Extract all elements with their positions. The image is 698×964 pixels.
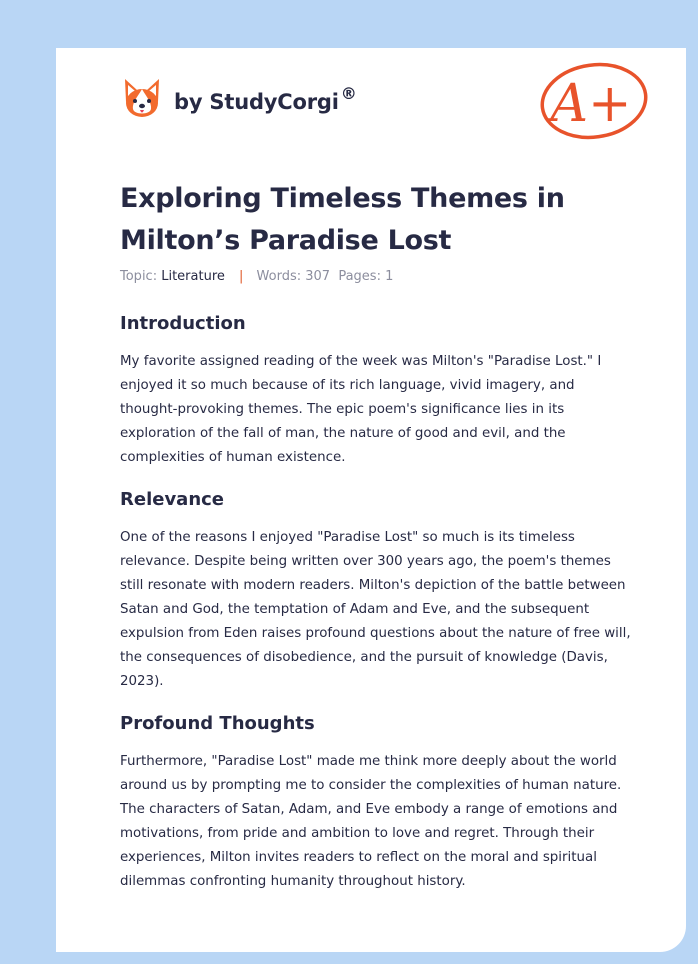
section-paragraph: One of the reasons I enjoyed "Paradise Lost" so much is its timeless relevance. Despite being written over 300 years ago, the poem's themes still resonate with modern readers. Milton's depiction of the battle between Satan and God, the temptation of Adam and Eve, and the subsequent expulsion from Eden raises profound questions about the nature of free will, the consequences of disobedience, and the pursuit of knowledge (Davis, 2023). bbox=[120, 530, 631, 689]
essay-meta bbox=[120, 269, 393, 284]
section-profound-thoughts bbox=[120, 710, 632, 894]
section-paragraph: Furthermore, "Paradise Lost" made me think more deeply about the world around us by prompting me to consider the complexities of human nature. The characters of Satan, Adam, and Eve embody a range of emotions and motivations, from pride and ambition to love and regret. Through their experiences, Milton invites readers to reflect on the moral and spiritual dilemmas confronting humanity throughout history. bbox=[120, 754, 622, 889]
topic-link[interactable]: Literature bbox=[161, 269, 225, 284]
a-plus-icon bbox=[538, 60, 650, 142]
meta-separator: | bbox=[239, 269, 244, 284]
studycorgi-logo[interactable] bbox=[122, 76, 357, 120]
word-count: Words: 307 bbox=[256, 269, 331, 284]
a-plus-badge bbox=[538, 60, 650, 146]
section-relevance bbox=[120, 486, 632, 694]
section-heading: Relevance bbox=[120, 489, 225, 510]
svg-text:A+: A+ bbox=[550, 74, 632, 134]
page-title: Exploring Timeless Themes in Milton’s Paradise Lost bbox=[120, 183, 565, 256]
section-heading: Profound Thoughts bbox=[120, 713, 315, 734]
page-count: Pages: 1 bbox=[338, 269, 394, 284]
essay-body bbox=[120, 310, 632, 894]
section-introduction bbox=[120, 310, 632, 470]
section-heading: Introduction bbox=[120, 313, 246, 334]
corgi-icon bbox=[122, 76, 162, 120]
document-page bbox=[56, 48, 686, 952]
brand-name: by StudyCorgi ® bbox=[174, 84, 357, 114]
section-paragraph: My favorite assigned reading of the week was Milton's "Paradise Lost." I enjoyed it so much because of its rich language, vivid imagery, and thought-provoking themes. The epic poem's significance lies in its exploration of the fall of man, the nature of good and evil, and the complexities of human existence. bbox=[120, 354, 602, 465]
topic-label: Topic: bbox=[120, 269, 158, 284]
